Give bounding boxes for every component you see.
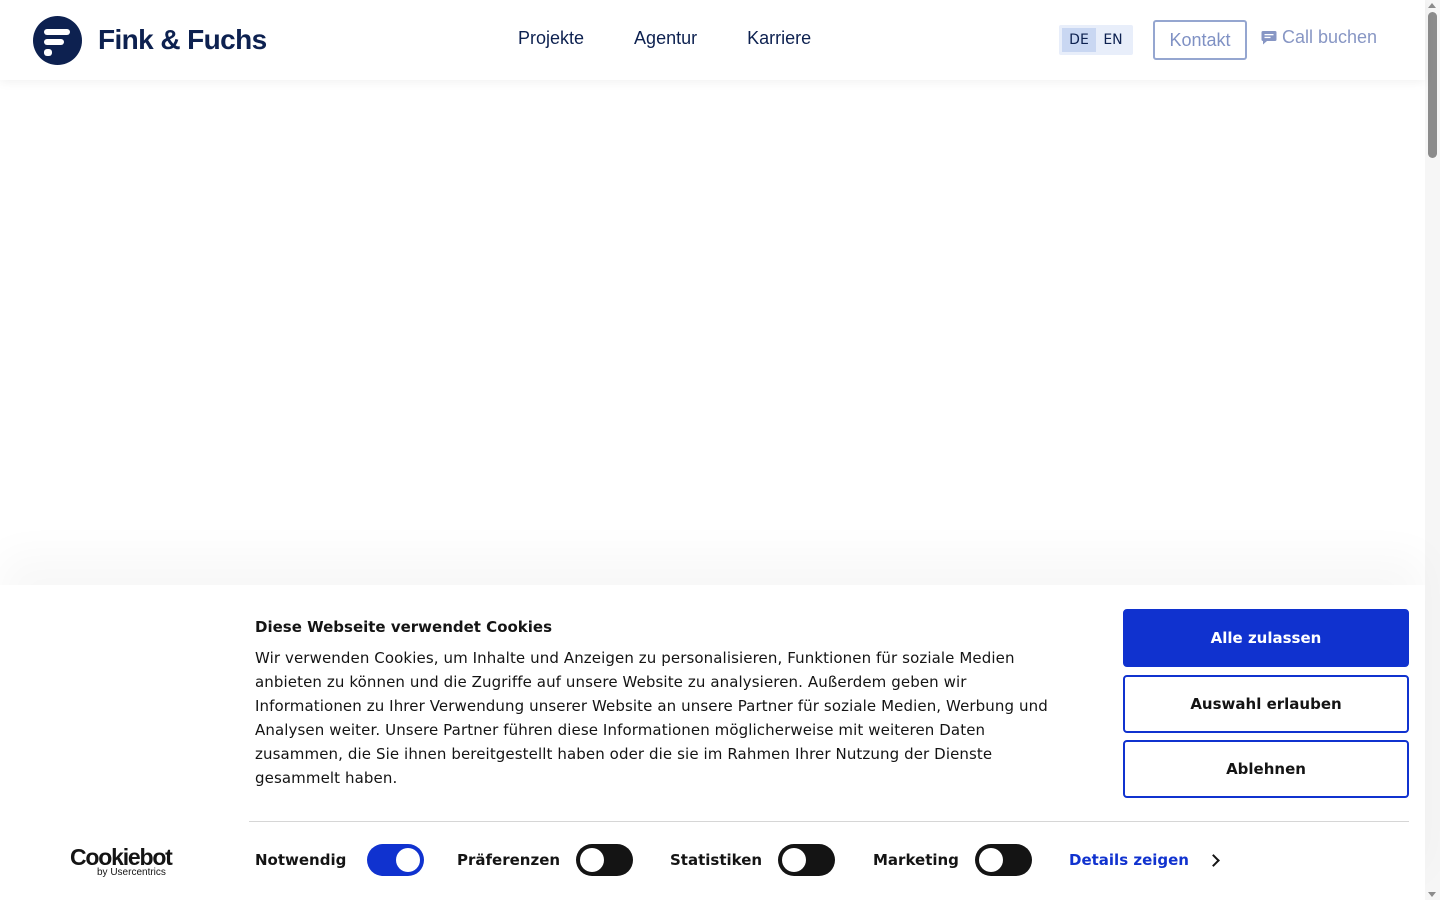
cookie-consent-banner xyxy=(0,585,1425,900)
logo-mark-icon xyxy=(33,16,82,65)
consent-label-statistiken: Statistiken xyxy=(670,851,763,869)
nav-item-projekte[interactable]: Projekte xyxy=(518,28,585,48)
chevron-right-icon xyxy=(1207,854,1220,867)
cookie-banner-text: Wir verwenden Cookies, um Inhalte und Anzeigen zu personalisieren, Funktionen für soziale Medien anbieten zu können und die Zugriffe auf unsere Website zu analysieren. Außerdem geben wir Informationen zu Ihrer Verwendung unserer Website an unsere Partner für soziale Medien, Werbung und Analysen weiter. Unsere Partner führen diese Informationen möglicherweise mit weiteren Daten zusammen, die Sie ihnen bereitgestellt haben oder die sie im Rahmen Ihrer Nutzung der Dienste gesammelt haben. xyxy=(255,649,1048,787)
main-nav xyxy=(518,28,861,49)
lang-option-en[interactable]: EN xyxy=(1103,32,1123,48)
consent-marketing xyxy=(873,844,1032,876)
toggle-marketing[interactable] xyxy=(975,844,1032,876)
site-header xyxy=(0,0,1425,80)
cookie-banner-divider xyxy=(249,821,1409,822)
scroll-down-arrow-icon[interactable] xyxy=(1428,892,1436,897)
deny-button[interactable]: Ablehnen xyxy=(1123,740,1409,798)
chat-icon xyxy=(1261,30,1277,45)
allow-selection-button[interactable]: Auswahl erlauben xyxy=(1123,675,1409,733)
scrollbar-thumb[interactable] xyxy=(1428,12,1437,158)
call-buchen-link[interactable] xyxy=(1261,27,1377,48)
scroll-up-arrow-icon[interactable] xyxy=(1428,3,1436,8)
toggle-statistiken[interactable] xyxy=(778,844,835,876)
lang-option-de[interactable]: DE xyxy=(1062,28,1096,52)
page-scrollbar[interactable] xyxy=(1425,0,1440,900)
toggle-praeferenzen[interactable] xyxy=(576,844,633,876)
consent-label-notwendig: Notwendig xyxy=(255,851,347,869)
consent-notwendig xyxy=(255,844,424,876)
nav-item-agentur[interactable]: Agentur xyxy=(634,28,698,48)
toggle-notwendig[interactable] xyxy=(367,844,424,876)
consent-label-marketing: Marketing xyxy=(873,851,959,869)
show-details-label: Details zeigen xyxy=(1069,851,1189,869)
show-details-link[interactable] xyxy=(1069,844,1218,876)
consent-praeferenzen xyxy=(457,844,633,876)
cookiebot-logo[interactable] xyxy=(70,844,172,878)
cookiebot-logo-subtext: by Usercentrics xyxy=(97,867,166,878)
consent-categories xyxy=(255,844,1409,876)
allow-all-button[interactable]: Alle zulassen xyxy=(1123,609,1409,667)
consent-label-praeferenzen: Präferenzen xyxy=(457,851,561,869)
cookiebot-logo-text: Cookiebot xyxy=(70,844,172,870)
cookie-banner-title: Diese Webseite verwendet Cookies xyxy=(255,618,553,636)
call-buchen-label: Call buchen xyxy=(1282,27,1378,47)
nav-item-karriere[interactable]: Karriere xyxy=(747,28,812,48)
brand-logo[interactable] xyxy=(33,15,267,65)
brand-name: Fink & Fuchs xyxy=(98,24,267,55)
kontakt-button[interactable]: Kontakt xyxy=(1153,20,1247,60)
consent-statistiken xyxy=(670,844,835,876)
language-switcher xyxy=(1059,25,1133,55)
